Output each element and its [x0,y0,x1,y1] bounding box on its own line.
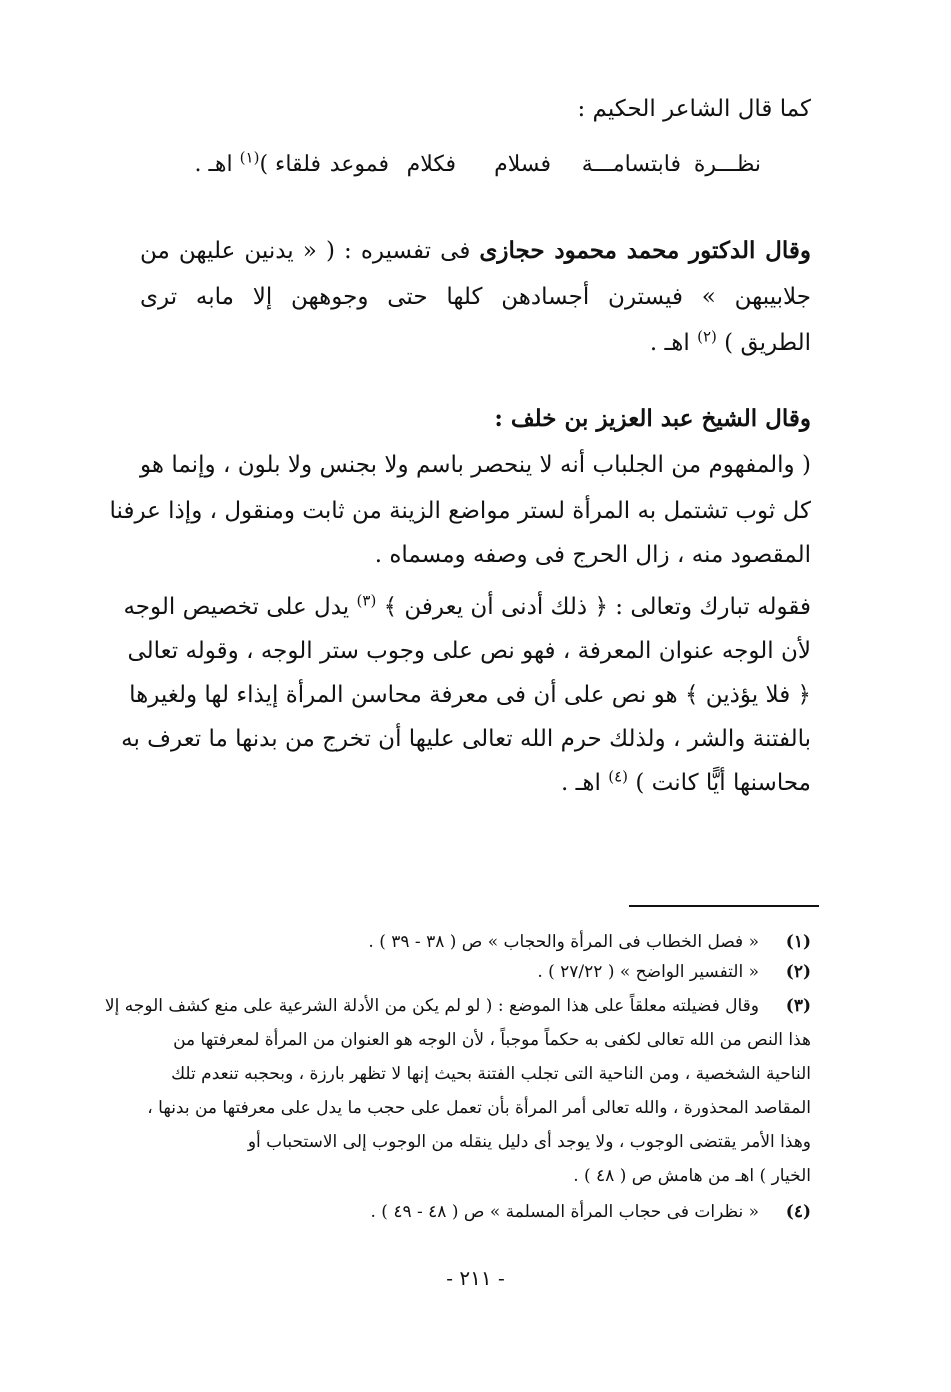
khalaf-line-2: كل ثوب تشتمل به المرأة لستر مواضع الزينة من ثابت ومنقول ، وإذا عرفنا [109,498,811,524]
footnote-3 [104,994,811,1018]
footnote-1 [140,930,811,954]
footnote-3-line-6: الخيار ) اهـ من هامش ص ( ٤٨ ) . [573,1166,811,1186]
hijazi-line-3 [140,328,811,358]
footnote-text: « فصل الخطاب فى المرأة والحجاب » ص ( ٣٨ - ٣٩ ) . [368,932,759,952]
footnote-number: (٣) [785,996,811,1016]
khalaf-heading: وقال الشيخ عبد العزيز بن خلف : [494,405,811,432]
page-number: - ٢١١ - [446,1266,505,1290]
footnote-ref-1: (١) [239,148,260,167]
poem-word-6 [194,148,322,177]
poem-tail: اهـ . [194,152,233,177]
footnote-ref-2: (٢) [697,327,717,346]
footnote-number: (٢) [785,962,811,982]
verse-line-1 [123,591,811,622]
poem-line [194,148,761,186]
footnote-number: (٤) [785,1202,811,1222]
hijazi-line-3-tail: اهـ . [649,330,690,356]
footnote-3-line-3: الناحية الشخصية ، ومن الناحية التى تجلب الفتنة بحيث إنها لا تظهر بارزة ، وبحجبه تنعدم تلك [171,1064,811,1084]
khalaf-line-3: المقصود منه ، زال الحرج فى وصفه ومسماه . [374,542,811,568]
footnote-3-line-4: المقاصد المحذورة ، والله تعالى أمر المرأة بأن تعمل على حجب ما يدل على معرفتها من بدنها ، [147,1098,811,1118]
footnote-text: وقال فضيلته معلقاً على هذا الموضع : ( لو لم يكن من الأدلة الشرعية على منع كشف الوجه إلا [104,996,759,1016]
verse-line-2: لأن الوجه عنوان المعرفة ، فهو نص على وجوب ستر الوجه ، وقوله تعالى [127,638,811,664]
poem-word-4: فكلام [406,152,456,177]
verse-line-4: بالفتنة والشر ، ولذلك حرم الله تعالى عليها أن تخرج من بدنها ما تعرف به [121,726,811,752]
poem-word-1: نظـــرة [693,152,761,177]
poem-word-3: فسلام [494,152,551,177]
poem-word-5: فموعد [329,152,389,177]
poem-word-6-text: فلقاء ) [259,152,321,177]
footnote-ref-4: (٤) [608,767,629,786]
intro-line [140,94,811,124]
hijazi-line-1 [140,236,811,266]
footnote-3-line-5: وهذا الأمر يقتضى الوجوب ، ولا يوجد أى دليل ينقله من الوجوب إلى الاستحباب أو [247,1132,811,1152]
verse-line-5-text: محاسنها أيًّا كانت ) [635,770,811,796]
footnote-2 [140,960,811,984]
verse-line-3: ﴿ فلا يؤذين ﴾ هو نص على أن فى معرفة محاسن المرأة إيذاء لها ولغيرها [129,682,811,708]
hijazi-line-1-rest: فى تفسيره : ( « يدنين عليهن من [140,238,471,264]
verse-line-1-rest: يدل على تخصيص الوجه [123,594,350,620]
verse-line-5-tail: اهـ . [561,770,601,796]
hijazi-name: وقال الدكتور محمد محمود حجازى [479,237,811,264]
verse-line-5 [140,768,811,798]
footnote-ref-3: (٣) [356,591,377,610]
footnote-text: « التفسير الواضح » ( ٢٧/٢٢ ) . [537,962,759,982]
footnote-number: (١) [785,932,811,952]
footnote-text: « نظرات فى حجاب المرأة المسلمة » ص ( ٤٨ - ٤٩ ) . [370,1202,759,1222]
footnote-4 [140,1200,811,1224]
footnote-separator [629,905,819,907]
poem-word-2: فابتسامـــة [581,152,681,177]
verse-line-1-text: فقوله تبارك وتعالى : ﴿ ذلك أدنى أن يعرفن ﴾ [383,594,811,620]
hijazi-line-3-text: الطريق ) [724,330,811,356]
intro-text: كما قال الشاعر الحكيم : [577,96,811,122]
khalaf-line-1: ( والمفهوم من الجلباب أنه لا ينحصر باسم ولا بجنس ولا بلون ، وإنما هو [140,452,811,478]
footnote-3-line-2: هذا النص من الله تعالى لكفى به حكماً موجباً ، لأن الوجه هو العنوان من المرأة لمعرفتها من [173,1030,811,1050]
hijazi-line-2: جلابيبهن » فيسترن أجسادهن كلها حتى وجوههن إلا مابه ترى [140,284,811,310]
